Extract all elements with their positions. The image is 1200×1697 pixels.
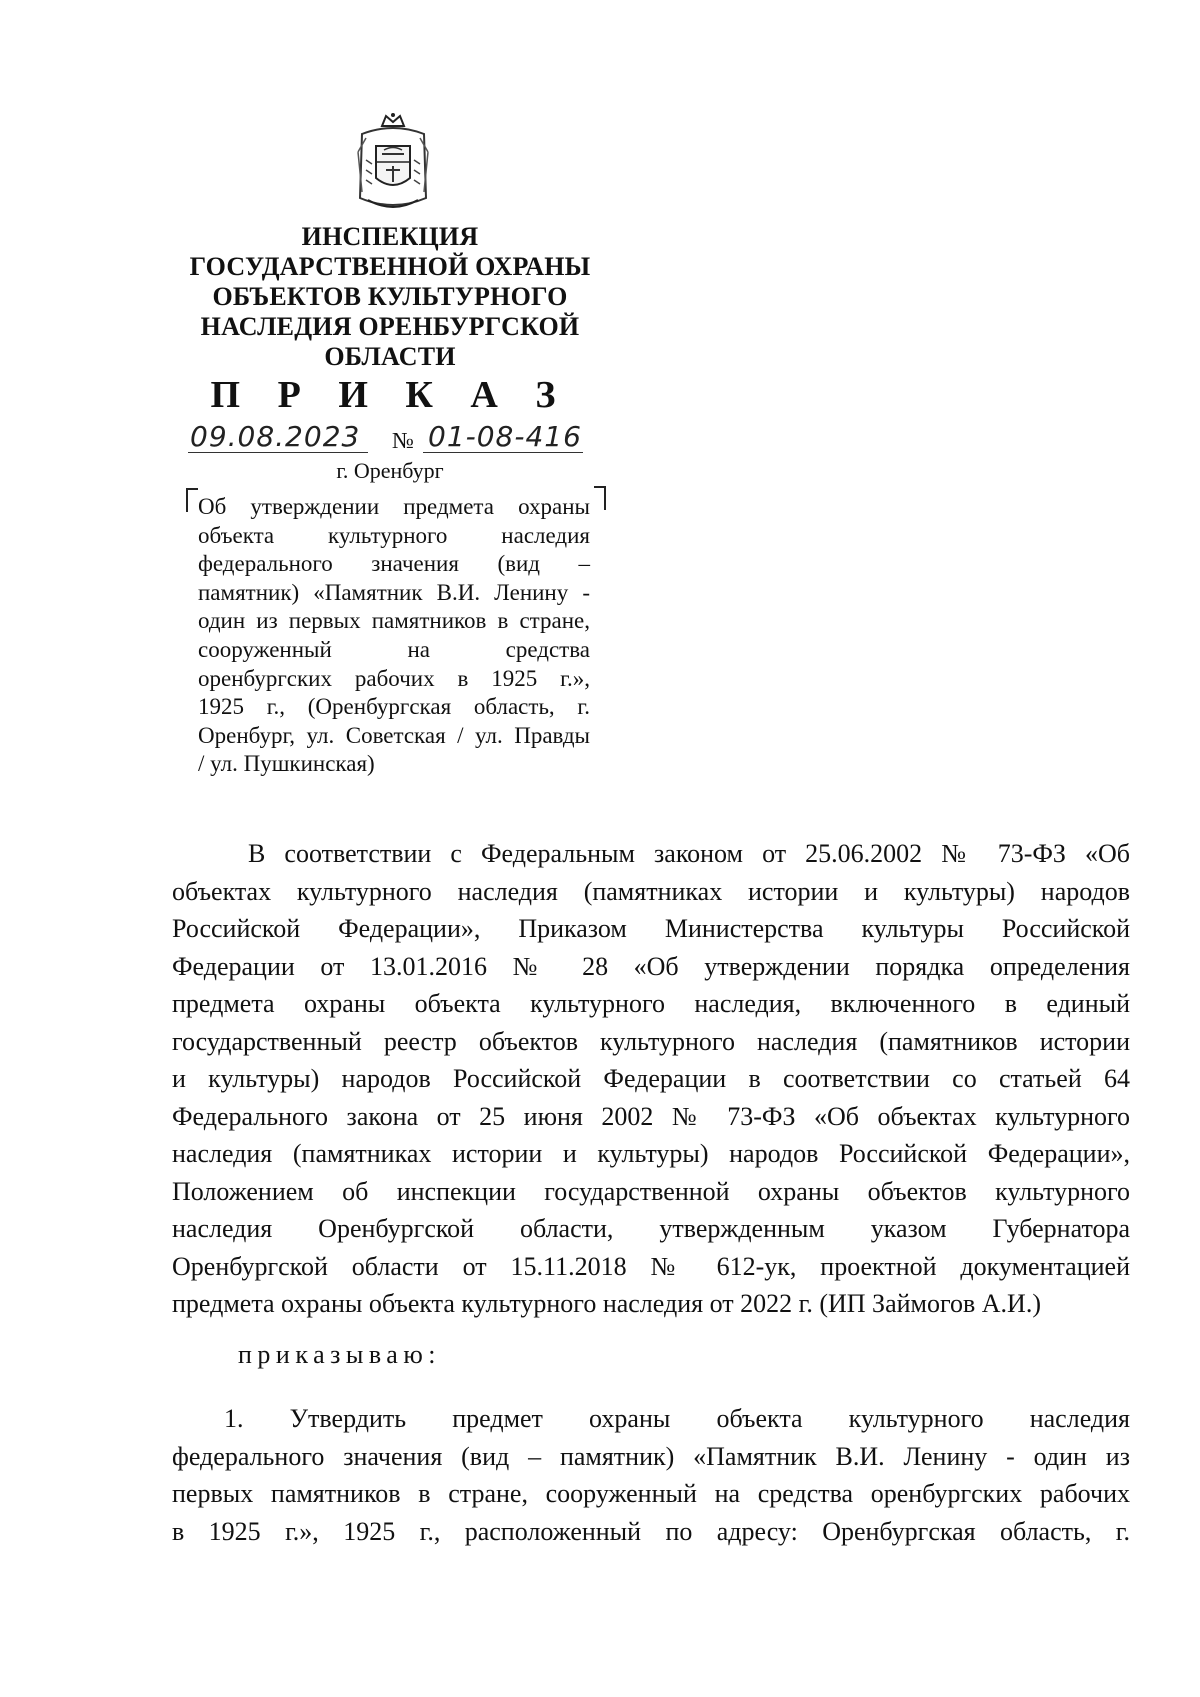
subject-line: Оренбург, ул. Советская / ул. Правды [198,722,590,748]
document-type-title: П Р И К А З [210,374,570,416]
paragraph-line: Оренбургской области от 15.11.2018 № 612-ук, проектной документацией [172,1251,1130,1281]
preamble-paragraph [172,835,1130,1323]
paragraph-line: государственный реестр объектов культурного наследия (памятников истории [172,1026,1130,1056]
paragraph-line: Российской Федерации», Приказом Министерства культуры Российской [172,914,1130,943]
org-line: ГОСУДАРСТВЕННОЙ ОХРАНЫ [189,252,591,281]
paragraph-line: наследия Оренбургской области, утвержденным указом Губернатора [172,1214,1130,1243]
org-line: ОБЪЕКТОВ КУЛЬТУРНОГО [212,282,568,311]
paragraph-line: Федерации от 13.01.2016 № 28 «Об утверждении порядка определения [172,951,1130,981]
org-line: ОБЛАСТИ [324,342,456,371]
paragraph-line: Федерального закона от 25 июня 2002 № 73-ФЗ «Об объектах культурного [172,1101,1130,1131]
paragraph-line: объектах культурного наследия (памятниках истории и культуры) народов [172,876,1130,906]
subject-line: оренбургских рабочих в 1925 г.», [198,665,590,691]
paragraph-line: В соответствии с Федеральным законом от 25.06.2002 № 73-ФЗ «Об [248,839,1130,868]
number-underline [423,452,583,453]
paragraph-line: и культуры) народов Российской Федерации в соответствии со статьей 64 [172,1064,1130,1093]
subject-line: сооруженный на средства [198,636,590,662]
date-underline [188,452,368,453]
item-line: 1. Утвердить предмет охраны объекта культурного наследия [224,1404,1130,1433]
item-line: первых памятников в стране, сооруженный на средства оренбургских рабочих [172,1479,1130,1508]
org-line: ИНСПЕКЦИЯ [301,222,479,251]
order-item-1 [172,1400,1130,1550]
paragraph-line: предмета охраны объекта культурного наследия, включенного в единый [172,989,1130,1018]
subject-line: один из первых памятников в стране, [198,608,590,634]
paragraph-line: наследия (памятниках истории и культуры) народов Российской Федерации», [172,1139,1130,1168]
subject-line: 1925 г., (Оренбургская область, г. [198,694,590,720]
paragraph-line: Положением об инспекции государственной охраны объектов культурного [172,1176,1130,1206]
coat-of-arms-icon [352,112,434,216]
item-line: в 1925 г.», 1925 г., расположенный по адресу: Оренбургская область, г. [172,1516,1130,1546]
subject-bracket-left [186,488,198,512]
subject-line: федерального значения (вид – [198,551,590,577]
handwritten-date: 09.08.2023 [190,420,361,453]
subject-line: объекта культурного наследия [198,522,590,548]
date-number-line [178,420,618,462]
subject-line: памятник) «Памятник В.И. Ленину - [198,579,590,605]
handwritten-number: 01-08-416 [428,420,582,453]
city-label: г. Оренбург [336,458,444,483]
subject-bracket-right [594,486,606,510]
subject-line: Об утверждении предмета охраны [198,494,590,519]
number-sign: № [392,428,414,453]
organization-name [170,222,610,372]
org-line: НАСЛЕДИЯ ОРЕНБУРГСКОЙ [200,312,580,341]
paragraph-line: предмета охраны объекта культурного наследия от 2022 г. (ИП Займогов А.И.) [172,1289,1041,1318]
order-word: приказываю: [238,1340,441,1369]
item-line: федерального значения (вид – памятник) «Памятник В.И. Ленину - один из [172,1441,1130,1471]
subject-block [198,493,590,779]
subject-line: / ул. Пушкинская) [198,751,375,777]
